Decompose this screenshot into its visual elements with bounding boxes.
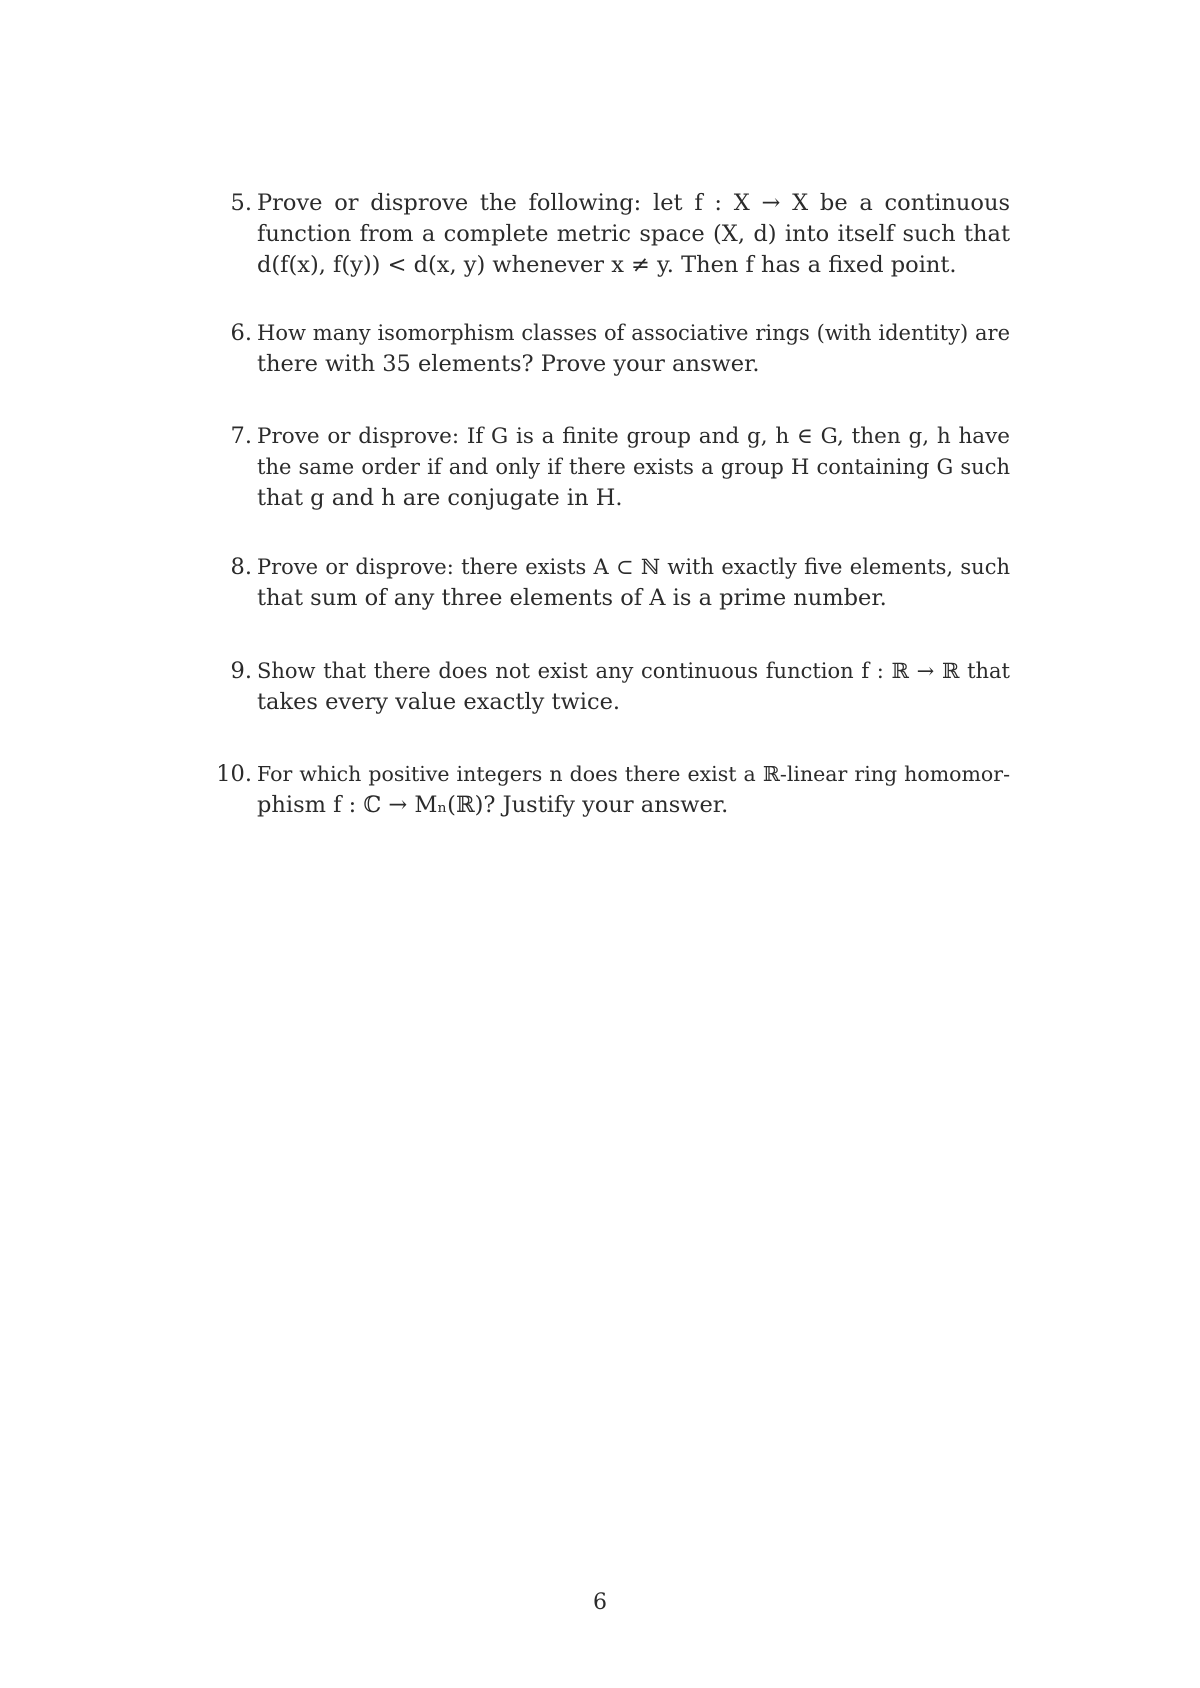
problem-8	[200, 552, 1010, 614]
problem-line: Prove or disprove the following: let f : X → X be a continuous	[257, 190, 1010, 216]
problem-line: takes every value exactly twice.	[257, 689, 621, 715]
problem-number: 9.	[230, 658, 252, 684]
problem-text	[257, 552, 1010, 614]
problem-text	[257, 188, 1010, 281]
problem-line: the same order if and only if there exists a group H containing G such	[257, 455, 1010, 479]
problem-number: 5.	[230, 190, 252, 216]
problem-5	[200, 188, 1010, 281]
problem-text	[257, 318, 1010, 380]
problem-9	[200, 656, 1010, 718]
problem-line: Prove or disprove: there exists A ⊂ ℕ with exactly five elements, such	[257, 555, 1010, 579]
problem-line: that g and h are conjugate in H.	[257, 485, 623, 511]
problem-number: 10.	[216, 761, 252, 787]
problem-line: phism f : ℂ → Mₙ(ℝ)? Justify your answer.	[257, 792, 729, 818]
problem-line: How many isomorphism classes of associative rings (with identity) are	[257, 321, 1010, 345]
problem-text	[257, 759, 1010, 821]
problem-number: 8.	[230, 554, 252, 580]
problem-line: For which positive integers n does there exist a ℝ-linear ring homomor-	[257, 762, 1010, 786]
problem-line: Show that there does not exist any continuous function f : ℝ → ℝ that	[257, 659, 1010, 683]
problem-line: that sum of any three elements of A is a prime number.	[257, 585, 887, 611]
problem-text	[257, 421, 1010, 514]
problem-7	[200, 421, 1010, 514]
problem-text	[257, 656, 1010, 718]
problem-6	[200, 318, 1010, 380]
problem-line: Prove or disprove: If G is a finite group and g, h ∈ G, then g, h have	[257, 424, 1010, 449]
problem-line: d(f(x), f(y)) < d(x, y) whenever x ≠ y. Then f has a fixed point.	[257, 252, 957, 278]
problem-number: 7.	[230, 423, 252, 449]
problem-line: there with 35 elements? Prove your answer.	[257, 351, 760, 377]
problem-line: function from a complete metric space (X, d) into itself such that	[257, 221, 1010, 247]
page-number: 6	[593, 1590, 607, 1615]
problem-10	[200, 759, 1010, 821]
problem-number: 6.	[230, 320, 252, 346]
